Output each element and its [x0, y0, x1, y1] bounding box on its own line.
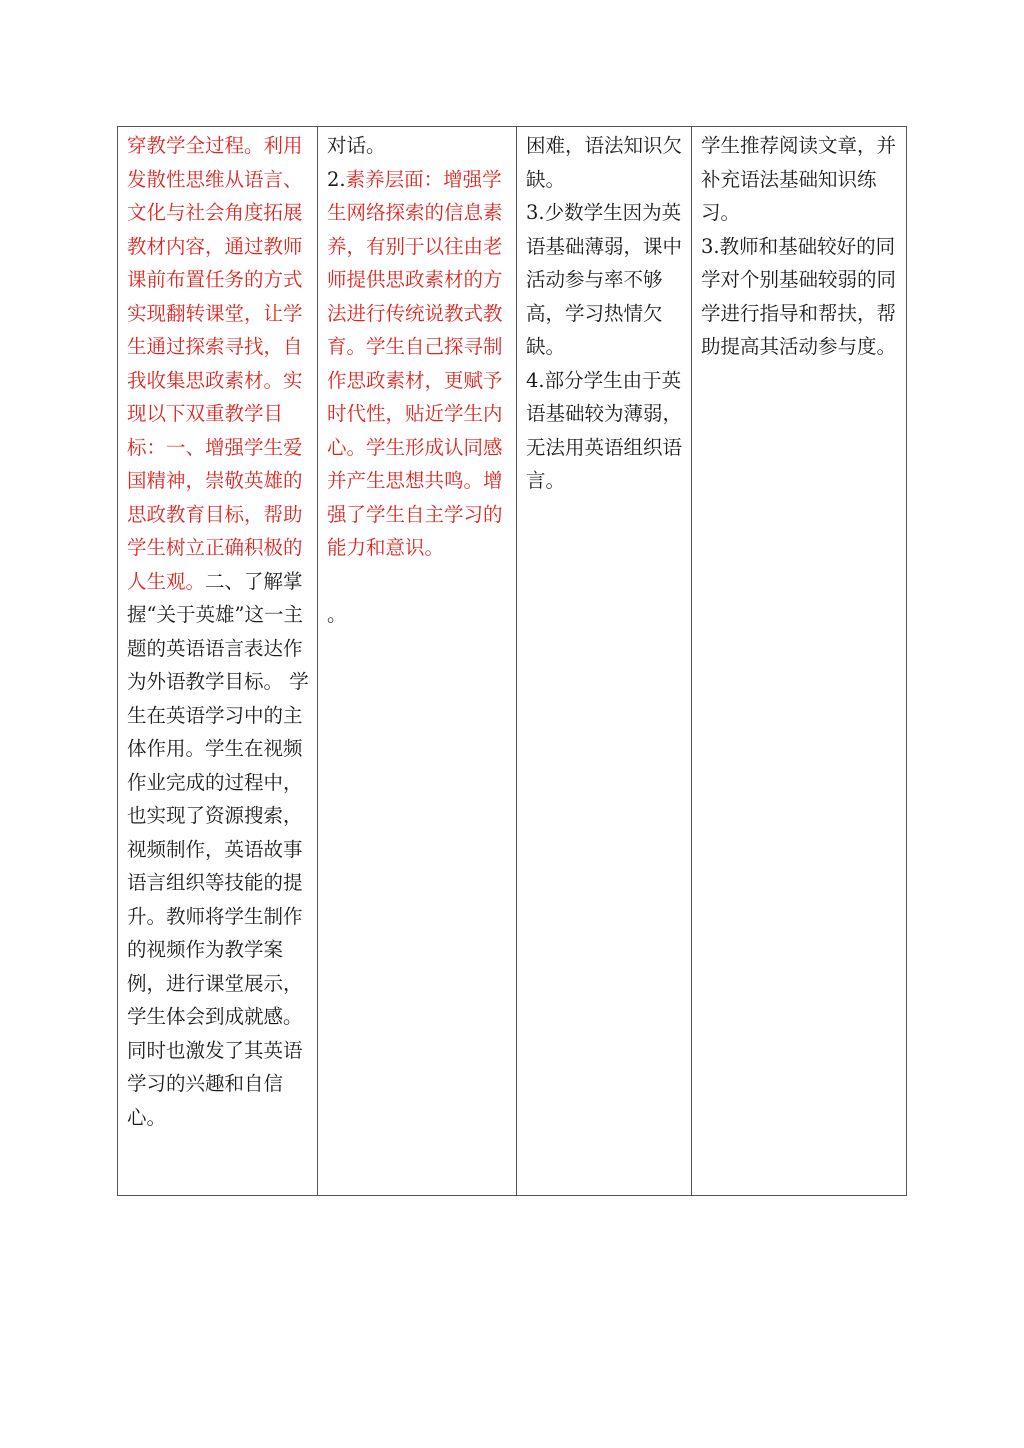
body-text: 二、了解掌握“关于英雄”这一主题的英语语言表达作为外语教学目标。 学生在英语学习中的主体作用。学生在视频作业完成的过程中，也实现了资源搜索，视频制作，英语故事语言组织等技能的提升。教师将学生制作的视频作为教学案例，进行课堂展示，学生体会到成就感。同时也激发了其英语学习的兴趣和自信心。: [127, 569, 309, 1129]
paragraph: 4.部分学生由于英语基础较为薄弱，无法用英语组织语言。: [526, 368, 683, 492]
paragraph: 对话。: [327, 134, 386, 157]
paragraph: 3.教师和基础较好的同学对个别基础较弱的同学进行指导和帮扶，帮助提高其活动参与度。: [701, 234, 897, 358]
red-highlighted-text: 穿教学全过程。利用发散性思维从语言、文化与社会角度拓展教材内容，通过教师课前布置任务的方式实现翻转课堂，让学生通过探索寻找，自我收集思政素材。实现以下双重教学目标：一、增强学生爱国精神，崇敬英雄的思政教育目标，帮助学生树立正确积极的人生观。: [127, 134, 303, 593]
teaching-plan-table: [117, 126, 907, 1196]
table-cell-teaching-effect: [318, 127, 517, 1196]
red-highlighted-text: 素养层面：增强学生网络探索的信息素养，有别于以往由老师提供思政素材的方法进行传统说教式教育。学生自己探寻制作思政素材，更赋予时代性，贴近学生内心。学生形成认同感并产生思想共鸣。增强了学生自主学习的能力和意识。: [327, 167, 503, 559]
paragraph: 学生推荐阅读文章，并补充语法基础知识练习。: [701, 134, 897, 224]
blank-line: [327, 565, 508, 599]
table-cell-problems: [517, 127, 692, 1196]
table-cell-improvements: [692, 127, 907, 1196]
table-cell-teaching-design: [118, 127, 318, 1196]
paragraph: 3.少数学生因为英语基础薄弱，课中活动参与率不够高，学习热情欠缺。: [526, 201, 683, 358]
table-row: [118, 127, 907, 1196]
paragraph: 。: [327, 603, 347, 626]
paragraph: 困难，语法知识欠缺。: [526, 134, 683, 191]
list-number: 2.: [327, 167, 346, 191]
